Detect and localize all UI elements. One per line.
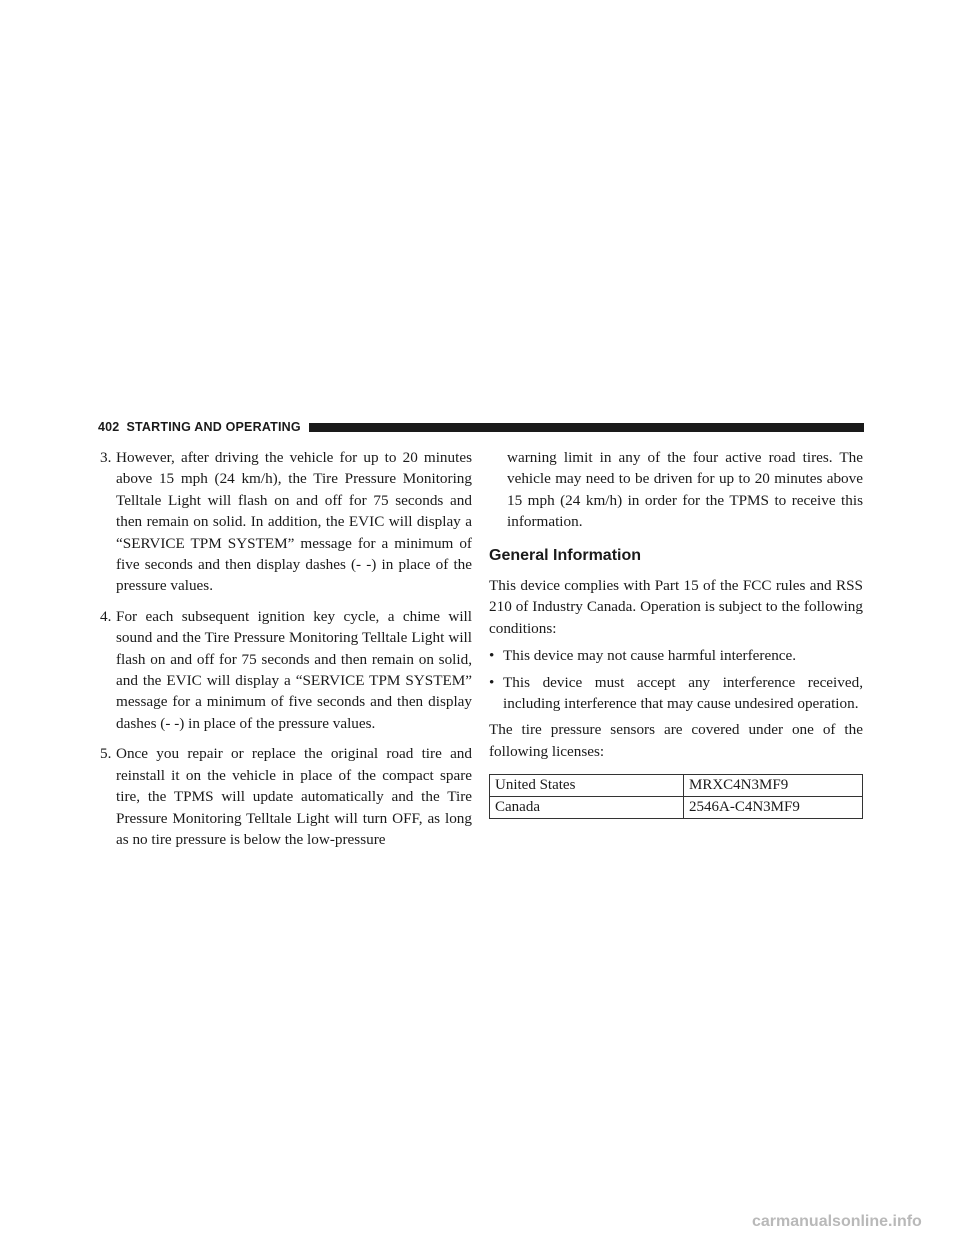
bullet-text: This device may not cause harmful interference.	[503, 647, 797, 665]
watermark: carmanualsonline.info	[752, 1213, 922, 1230]
item-number: 3.	[100, 449, 112, 466]
right-column	[489, 447, 863, 819]
continued-text: warning limit in any of the four active road tires. The vehicle may need to be driven for up to 20 minutes above 15 mph (24 km/h) in order for the TPMS to receive this information.	[507, 449, 863, 531]
license-country: Canada	[490, 797, 684, 819]
license-country: United States	[490, 775, 684, 797]
license-id: MRXC4N3MF9	[684, 775, 863, 797]
bullet-icon: •	[489, 673, 495, 691]
licenses-table	[489, 774, 863, 819]
bullet-text: This device must accept any interference received, including interference that may cause undesired operation.	[503, 673, 863, 713]
item-text: For each subsequent ignition key cycle, a chime will sound and the Tire Pressure Monitoring Telltale Light will flash on and off for 75 seconds and then remain on solid, and the EVIC will display a “SERVICE TPM SYSTEM” message for a minimum of five seconds and then display dashes (- -) in place of the pressure values.	[116, 607, 472, 732]
licenses-intro: The tire pressure sensors are covered under one of the following licenses:	[489, 721, 863, 760]
list-item	[100, 447, 472, 597]
item-number: 4.	[100, 607, 112, 625]
left-column	[100, 447, 472, 859]
bullet-icon: •	[489, 647, 495, 665]
list-item	[100, 606, 472, 734]
bullet-item	[489, 672, 863, 715]
intro-paragraph: This device complies with Part 15 of the FCC rules and RSS 210 of Industry Canada. Operation is subject to the following conditions:	[489, 577, 863, 637]
header-rule	[309, 423, 864, 432]
license-id: 2546A-C4N3MF9	[684, 797, 863, 819]
table-row	[490, 775, 863, 797]
bullet-item	[489, 645, 863, 666]
page-header	[98, 419, 864, 435]
list-item	[100, 743, 472, 850]
item-text: However, after driving the vehicle for up to 20 minutes above 15 mph (24 km/h), the Tire Pressure Monitoring Telltale Light will flash on and off for 75 seconds and then remain on solid. In addition, the EVIC will display a “SERVICE TPM SYSTEM” message for a minimum of five seconds and then display dashes (- -) in place of the pressure values.	[116, 449, 472, 595]
section-title: STARTING AND OPERATING	[126, 420, 301, 434]
table-row	[490, 797, 863, 819]
section-heading: General Information	[489, 546, 642, 564]
page-number: 402	[98, 420, 120, 434]
item-number: 5.	[100, 745, 112, 763]
item-text: Once you repair or replace the original road tire and reinstall it on the vehicle in place of the compact spare tire, the TPMS will update automatically and the Tire Pressure Monitoring Telltale Light will turn OFF, as long as no tire pressure is below the low-pressure	[116, 745, 472, 848]
